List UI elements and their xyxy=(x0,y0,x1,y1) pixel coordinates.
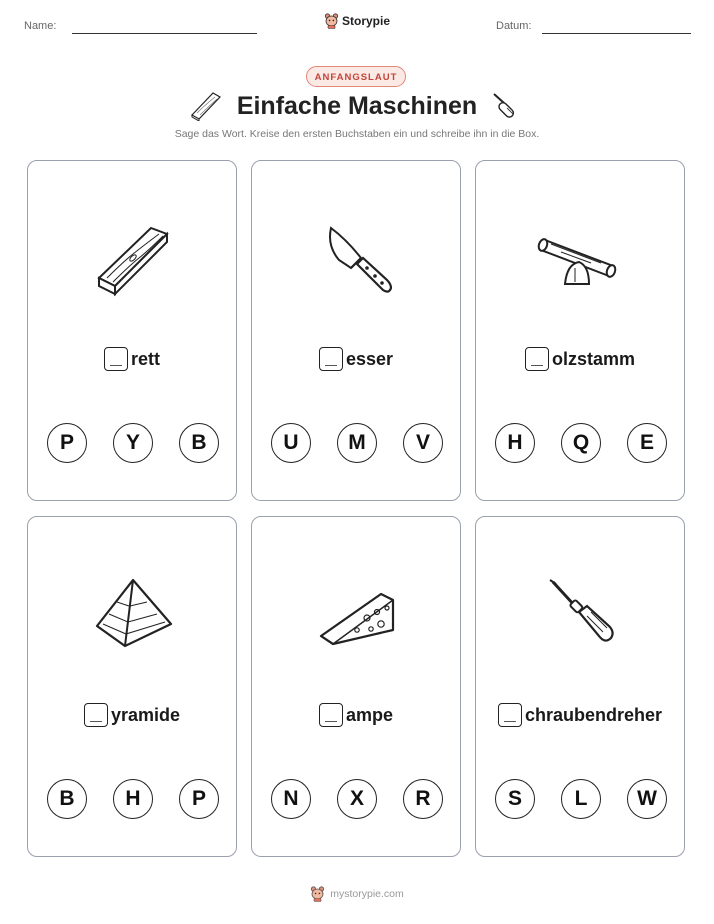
category-badge: ANFANGSLAUT xyxy=(306,66,406,87)
letter-choice[interactable]: S xyxy=(495,779,535,819)
word-row xyxy=(476,347,684,371)
letter-choices xyxy=(495,779,667,819)
log-lever-icon xyxy=(531,218,631,298)
page-title: Einfache Maschinen xyxy=(236,92,478,120)
letter-choices xyxy=(271,423,443,463)
date-line[interactable] xyxy=(542,33,691,34)
storypie-logo-icon xyxy=(324,13,339,29)
screwdriver-icon xyxy=(531,574,631,654)
letter-choice[interactable]: Q xyxy=(561,423,601,463)
storypie-logo-icon xyxy=(310,886,325,902)
letter-choice[interactable]: H xyxy=(495,423,535,463)
letter-choice[interactable]: R xyxy=(403,779,443,819)
word-card xyxy=(475,516,685,857)
word-row xyxy=(476,703,684,727)
letter-choice[interactable]: M xyxy=(337,423,377,463)
brand xyxy=(324,13,390,29)
answer-box[interactable] xyxy=(104,347,128,371)
letter-choices xyxy=(271,779,443,819)
letter-choice[interactable]: X xyxy=(337,779,377,819)
name-line[interactable] xyxy=(72,33,257,34)
word-row xyxy=(252,703,460,727)
letter-choice[interactable]: N xyxy=(271,779,311,819)
letter-choices xyxy=(47,423,219,463)
answer-box[interactable] xyxy=(498,703,522,727)
letter-choices xyxy=(495,423,667,463)
knife-icon xyxy=(307,218,407,298)
letter-choice[interactable]: Y xyxy=(113,423,153,463)
letter-choices xyxy=(47,779,219,819)
word-ending: esser xyxy=(345,348,394,369)
word-ending: chraubendreher xyxy=(524,704,663,725)
brand-name: Storypie xyxy=(342,14,391,28)
word-row xyxy=(28,347,236,371)
letter-choice[interactable]: P xyxy=(47,423,87,463)
word-ending: rett xyxy=(130,348,160,369)
word-row xyxy=(252,347,460,371)
instructions: Sage das Wort. Kreise den ersten Buchstaben ein und schreibe ihn in die Box. xyxy=(174,128,540,140)
letter-choice[interactable]: V xyxy=(403,423,443,463)
word-card xyxy=(27,516,237,857)
word-card xyxy=(251,160,461,501)
letter-choice[interactable]: U xyxy=(271,423,311,463)
answer-box[interactable] xyxy=(84,703,108,727)
word-card xyxy=(251,516,461,857)
screwdriver-icon xyxy=(491,91,523,121)
wooden-board-icon xyxy=(83,218,183,298)
letter-choice[interactable]: L xyxy=(561,779,601,819)
word-ending: olzstamm xyxy=(551,348,636,369)
word-ending: ampe xyxy=(345,704,394,725)
answer-box[interactable] xyxy=(525,347,549,371)
word-ending: yramide xyxy=(110,704,181,725)
letter-choice[interactable]: W xyxy=(627,779,667,819)
answer-box[interactable] xyxy=(319,347,343,371)
letter-choice[interactable]: E xyxy=(627,423,667,463)
answer-box[interactable] xyxy=(319,703,343,727)
date-label: Datum: xyxy=(496,20,532,32)
letter-choice[interactable]: B xyxy=(179,423,219,463)
footer-url[interactable]: mystorypie.com xyxy=(330,888,404,900)
word-row xyxy=(28,703,236,727)
letter-choice[interactable]: H xyxy=(113,779,153,819)
name-label: Name: xyxy=(24,20,57,32)
pyramid-icon xyxy=(83,574,183,654)
word-card xyxy=(475,160,685,501)
letter-choice[interactable]: B xyxy=(47,779,87,819)
word-card xyxy=(27,160,237,501)
ramp-wedge-icon xyxy=(307,574,407,654)
letter-choice[interactable]: P xyxy=(179,779,219,819)
footer xyxy=(0,886,714,902)
